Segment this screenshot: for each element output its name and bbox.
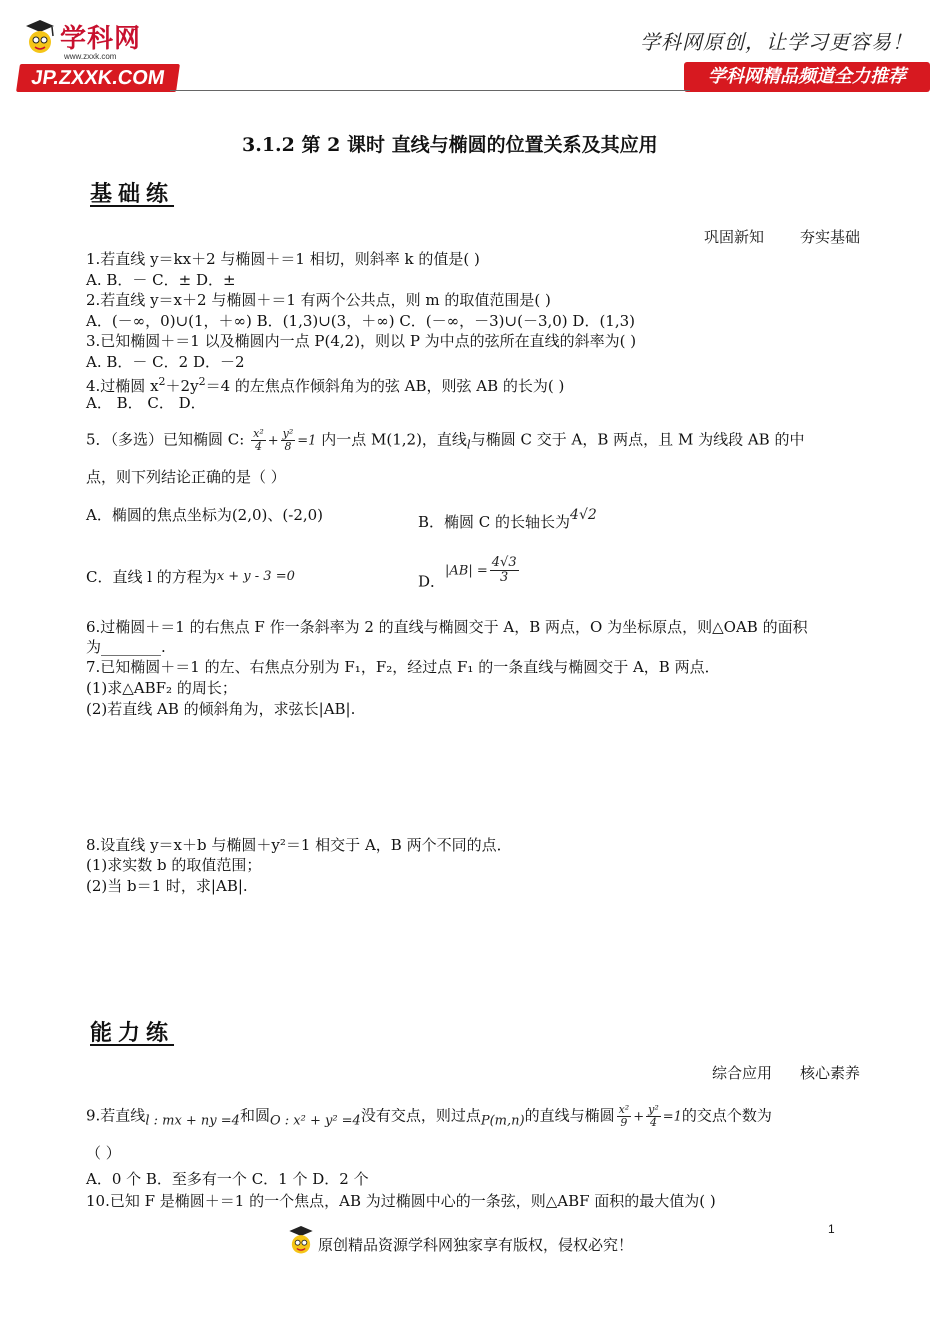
footer-mascot-icon [286,1224,316,1258]
question-5-line2: 点，则下列结论正确的是（ ） [86,468,286,486]
question-8-part2: (2)当 b＝1 时，求|AB|. [86,877,248,895]
question-6-line1: 6.过椭圆＋＝1 的右焦点 F 作一条斜率为 2 的直线与椭圆交于 A，B 两点，O 为坐标原点，则△OAB 的面积 [86,618,808,636]
page-title: 3.1.2 第 2 课时 直线与椭圆的位置关系及其应用 [242,134,658,156]
logo-mascot-icon [22,18,58,58]
section-tag: 综合应用 [712,1064,773,1082]
question-10-stem: 10.已知 F 是椭圆＋＝1 的一个焦点，AB 为过椭圆中心的一条弦，则△ABF 面积的最大值为( ) [86,1192,716,1210]
question-3-options: A. B．－ C．2 D．－2 [86,353,245,371]
header-divider [170,90,690,91]
question-2-options: A．(－∞，0)∪(1，＋∞) B．(1,3)∪(3，＋∞) C．(－∞，－3)∪(－3,0) D．(1,3) [86,312,636,330]
question-7-part2: (2)若直线 AB 的倾斜角为，求弦长|AB|. [86,700,356,718]
ellipse-fraction: $\frac{\text{x²}}{4}$ [253,427,264,453]
question-7-stem: 7.已知椭圆＋＝1 的左、右焦点分别为 F₁，F₂，经过点 F₁ 的一条直线与椭圆交于 A，B 两点． [86,658,720,676]
page-number: 1 [828,1222,835,1236]
question-5-option-d: D．|AB| = $\frac{4√3}{3}$ [418,555,517,591]
question-9-options: A．0 个 B．至多有一个 C．1 个 D．2 个 [86,1170,369,1188]
footer-copyright: 原创精品资源学科网独家享有版权，侵权必究！ [318,1236,634,1254]
question-8-stem: 8.设直线 y＝x＋b 与椭圆＋y²＝1 相交于 A，B 两个不同的点． [86,836,512,854]
question-8-part1: (1)求实数 b 的取值范围； [86,856,262,874]
section-heading-basic: 基础练 [90,182,175,207]
section-heading-ability: 能力练 [90,1021,175,1046]
section-tag: 夯实基础 [800,228,861,246]
logo-text: 学科网 [60,24,142,54]
question-4-options: A． B． C． D． [86,394,206,412]
question-2-stem: 2.若直线 y＝x＋2 与椭圆＋＝1 有两个公共点，则 m 的取值范围是( ) [86,291,551,309]
question-6-line2: 为________. [86,638,166,656]
question-9-stem: 9.若直线l : mx + ny =4和圆O : x² + y² =4没有交点，则过点P(m,n)的直线与椭圆 $\frac{\text{x²}}{9}$ + $\frac{\text{y²}}{4}$ =1的交点个数为 [86,1103,772,1129]
section-tag: 核心素养 [800,1064,861,1082]
question-1-stem: 1.若直线 y＝kx＋2 与椭圆＋＝1 相切，则斜率 k 的值是( ) [86,250,480,268]
section-tag: 巩固新知 [704,228,765,246]
recommend-banner: 学科网精品频道全力推荐 [684,62,930,92]
question-7-part1: (1)求△ABF₂ 的周长； [86,679,237,697]
header-slogan: 学科网原创，让学习更容易！ [640,30,913,54]
question-1-options: A. B．－ C．± D．± [86,271,236,289]
question-5-option-b: B．椭圆 C 的长轴长为4√2 [418,507,597,531]
logo-site: www.zxxk.com [64,52,117,61]
question-9-line2: （ ） [86,1144,121,1162]
question-4-stem: 4.过椭圆 $x^2+2y^2=4$ 的左焦点作倾斜角为的弦 AB，则弦 AB 的长为( ) [86,375,565,395]
question-5-stem: 5．（多选）已知椭圆 C: $\frac{\text{x²}}{4}$ + $\frac{\text{y²}}{8}$ =1 内一点 M(1,2)，直线$_l$与椭圆 C 交于 A，B 两点，且 M 为线段 AB 的中 [86,427,805,453]
question-5-option-a: A．椭圆的焦点坐标为(2,0)、(-2,0) [86,506,324,524]
logo-banner: JP.ZXXK.COM [16,64,180,92]
question-5-option-c: C．直线 l 的方程为x + y - 3 =0 [86,568,295,586]
question-3-stem: 3.已知椭圆＋＝1 以及椭圆内一点 P(4,2)，则以 P 为中点的弦所在直线的斜率为( ) [86,332,637,350]
